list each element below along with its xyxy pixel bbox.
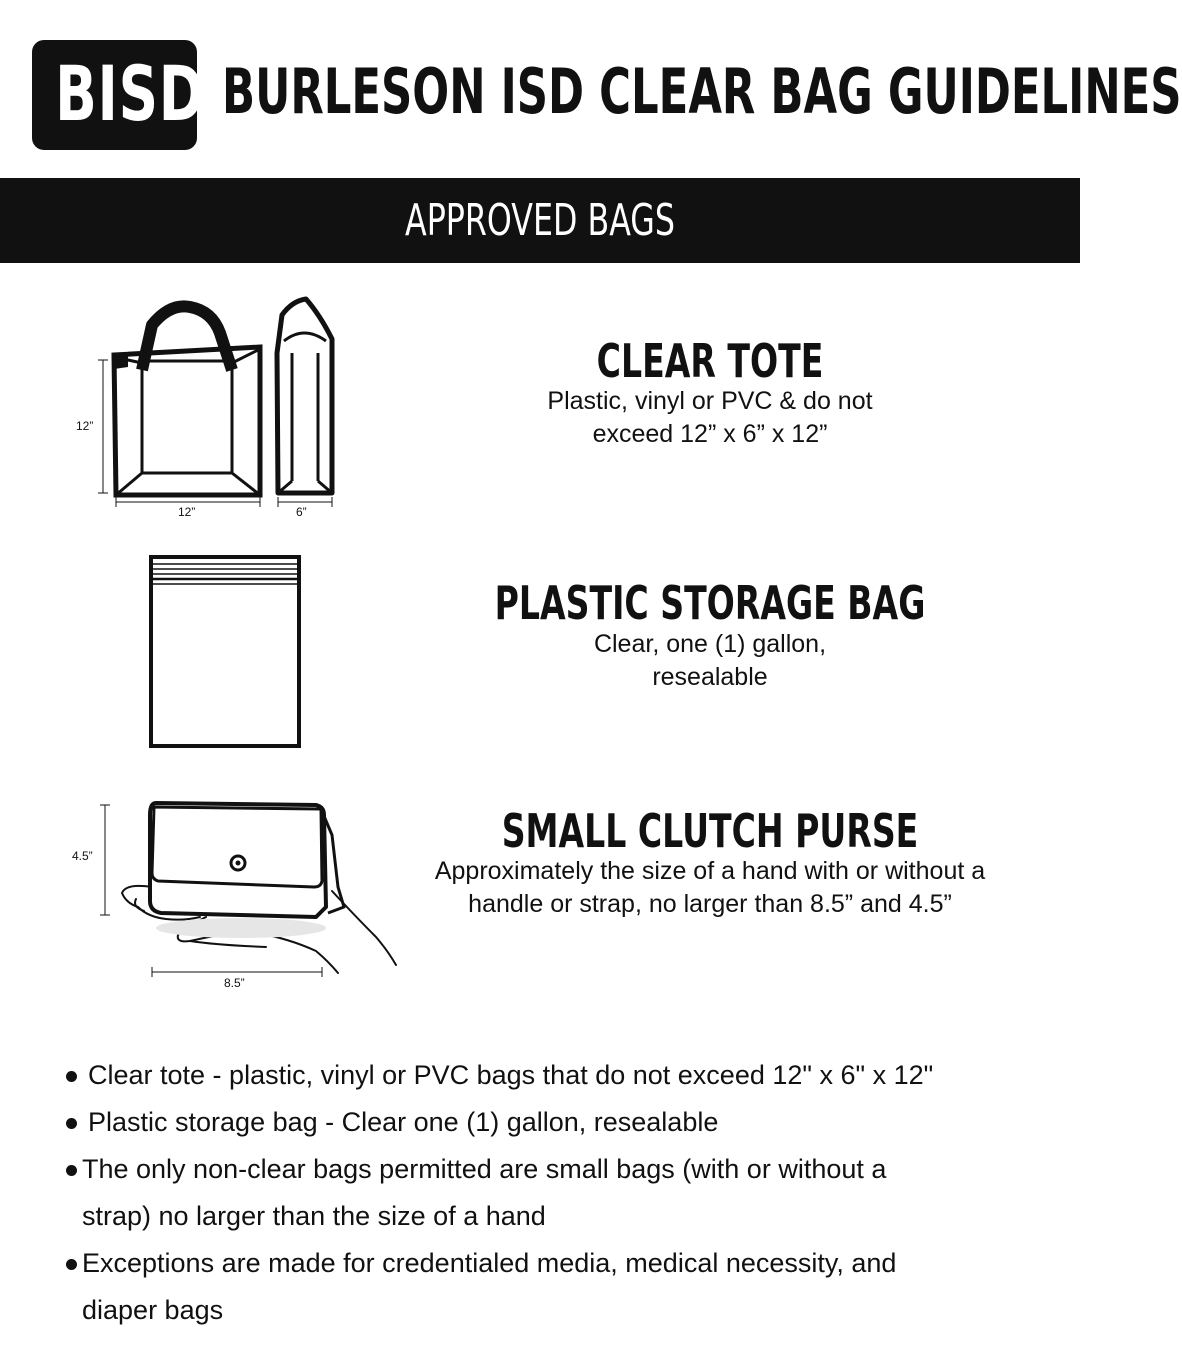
purse-shadow bbox=[156, 918, 326, 938]
page-title: BURLESON ISD CLEAR BAG GUIDELINES bbox=[222, 55, 1182, 128]
storage-bag-icon bbox=[151, 557, 299, 746]
tote-front-icon bbox=[114, 347, 260, 495]
guidelines-list bbox=[62, 1052, 1042, 1334]
header bbox=[0, 0, 1182, 178]
logo-text: BISD bbox=[55, 49, 205, 138]
description-line: Approximately the size of a hand with or without a bbox=[434, 857, 986, 885]
list-item-text: Plastic storage bag - Clear one (1) gallon, resealable bbox=[88, 1107, 719, 1137]
item-description-small-clutch-purse bbox=[380, 855, 1040, 921]
description-line: resealable bbox=[652, 663, 768, 691]
clear-tote-illustration bbox=[70, 295, 350, 525]
tote-dimension-lines bbox=[98, 360, 332, 507]
section-title: APPROVED BAGS bbox=[405, 195, 675, 246]
description-line: handle or strap, no larger than 8.5” and 4.5” bbox=[468, 890, 952, 918]
list-item-text: Exceptions are made for credentialed media, medical necessity, and diaper bags bbox=[82, 1248, 897, 1325]
list-item bbox=[62, 1052, 1042, 1099]
description-line: Clear, one (1) gallon, bbox=[593, 630, 827, 658]
list-item-text: The only non-clear bags permitted are small bags (with or without a strap) no larger than the size of a hand bbox=[82, 1154, 887, 1231]
tote-depth-label: 6” bbox=[296, 505, 307, 519]
item-title-plastic-storage-bag: PLASTIC STORAGE BAG bbox=[494, 576, 926, 630]
list-item bbox=[62, 1240, 962, 1334]
clutch-purse-icon bbox=[150, 803, 344, 917]
small-clutch-purse-illustration bbox=[66, 795, 406, 995]
description-line: exceed 12” x 6” x 12” bbox=[592, 420, 828, 448]
bullet-icon bbox=[66, 1259, 77, 1270]
list-item bbox=[62, 1099, 1042, 1146]
bullet-icon bbox=[66, 1165, 77, 1176]
list-item bbox=[62, 1146, 962, 1240]
bullet-icon bbox=[66, 1118, 77, 1129]
purse-height-label: 4.5” bbox=[72, 849, 93, 863]
tote-width-label: 12” bbox=[178, 505, 196, 519]
plastic-storage-bag-illustration bbox=[145, 552, 305, 752]
list-item-text: Clear tote - plastic, vinyl or PVC bags that do not exceed 12" x 6" x 12" bbox=[88, 1060, 934, 1090]
item-title-small-clutch-purse: SMALL CLUTCH PURSE bbox=[501, 804, 919, 858]
description-line: Plastic, vinyl or PVC & do not bbox=[547, 387, 873, 415]
item-description-plastic-storage-bag bbox=[460, 628, 960, 694]
bisd-logo bbox=[32, 40, 205, 150]
section-banner bbox=[0, 178, 1080, 263]
tote-side-icon bbox=[277, 299, 332, 493]
tote-height-label: 12” bbox=[76, 419, 94, 433]
bullet-icon bbox=[66, 1071, 77, 1082]
item-title-clear-tote: CLEAR TOTE bbox=[596, 334, 824, 388]
item-description-clear-tote bbox=[460, 385, 960, 451]
purse-width-label: 8.5” bbox=[224, 976, 245, 990]
